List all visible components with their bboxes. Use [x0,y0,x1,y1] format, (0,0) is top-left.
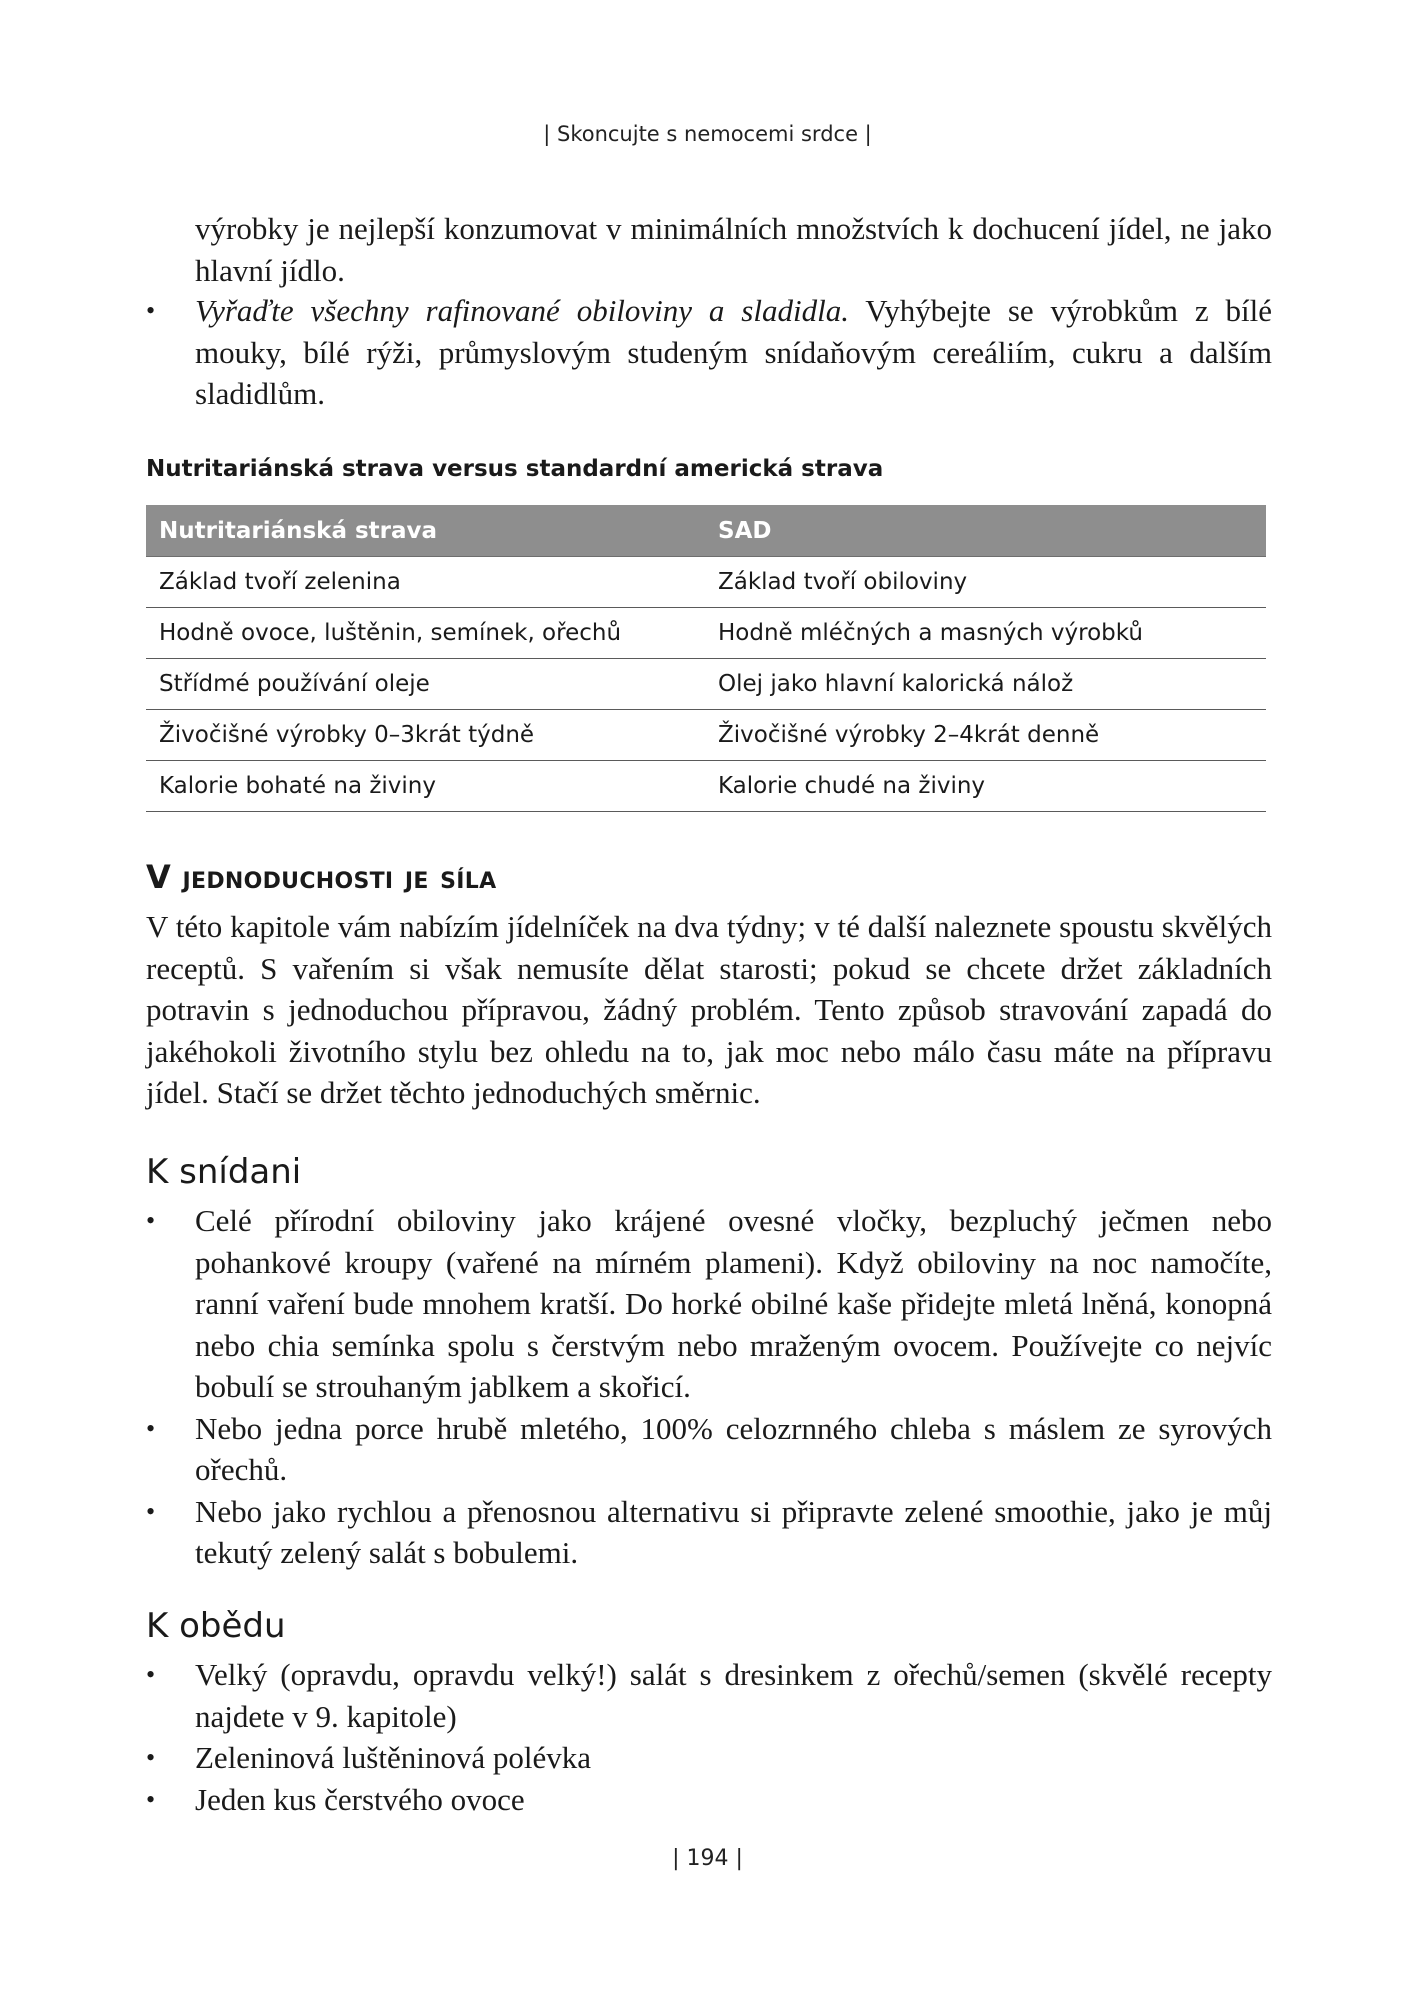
column-header: Nutritariánská strava [146,505,705,557]
list-item: • Celé přírodní obiloviny jako krájené ovesné vločky, bezpluchý ječmen nebo pohankové kroupy (vařené na mírném plameni). Když obiloviny na noc namočíte, ranní vaření bude mnohem kratší. Do horké obilné kaše přidejte mletá lněná, konopná nebo chia semínka spolu s čerstvým nebo mraženým ovocem. Používejte co nejvíc bobulí se strouhaným jablkem a skořicí. [146,1200,1272,1408]
continuation-paragraph: výrobky je nejlepší konzumovat v minimálních množstvích k dochucení jídel, ne jako hlavní jídlo. [195,211,1272,288]
lunch-heading: K obědu [146,1606,286,1646]
lunch-list [146,1654,1272,1820]
table-cell: Kalorie bohaté na živiny [146,761,705,812]
table-header-row [146,505,1266,557]
table-cell: Hodně mléčných a masných výrobků [705,608,1266,659]
comparison-table [146,505,1266,812]
list-item: • Nebo jedna porce hrubě mletého, 100% celozrnného chleba s máslem ze syrových ořechů. [146,1408,1272,1491]
table-row [146,608,1266,659]
table-row [146,761,1266,812]
breakfast-list [146,1200,1272,1574]
breakfast-heading: K snídani [146,1152,302,1192]
table-cell: Kalorie chudé na živiny [705,761,1266,812]
table-cell: Základ tvoří obiloviny [705,557,1266,608]
table-cell: Střídmé používání oleje [146,659,705,710]
table-cell: Základ tvoří zelenina [146,557,705,608]
page-number: | 194 | [672,1846,743,1871]
section-paragraph: V této kapitole vám nabízím jídelníček na dva týdny; v té další naleznete spoustu skvělých receptů. S vařením si však nemusíte dělat starosti; pokud se chcete držet základních potravin s jednoduchou přípravou, žádný problém. Tento způsob stravování zapadá do jakéhokoli životního stylu bez ohledu na to, jak moc nebo málo času máte na přípravu jídel. Stačí se držet těchto jednoduchých směrnic. [146,909,1272,1110]
table-row [146,710,1266,761]
list-item: • Jeden kus čerstvého ovoce [146,1779,1272,1821]
column-header: SAD [705,505,1266,557]
table-row [146,659,1266,710]
list-item: • Velký (opravdu, opravdu velký!) salát s dresinkem z ořechů/semen (skvělé recepty najdete v 9. kapitole) [146,1654,1272,1737]
emphasis-text: Vyřaďte všechny rafinované obiloviny a sladidla. [195,293,849,328]
table-title: Nutritariánská strava versus standardní americká strava [146,456,884,482]
table-cell: Živočišné výrobky 0–3krát týdně [146,710,705,761]
table-cell: Živočišné výrobky 2–4krát denně [705,710,1266,761]
table-cell: Olej jako hlavní kalorická nálož [705,659,1266,710]
table-cell: Hodně ovoce, luštěnin, semínek, ořechů [146,608,705,659]
list-item [146,290,1272,415]
list-item-text: Vyhýbejte se výrobkům z bílé mouky, bílé rýži, průmyslovým studeným snídaňovým cereáliím, cukru a dalším sladidlům. [195,293,1272,411]
running-head: | Skoncujte s nemocemi srdce | [543,122,872,146]
section-heading: V jednoduchosti je síla [146,858,497,896]
list-item: • Zeleninová luštěninová polévka [146,1737,1272,1779]
table-row [146,557,1266,608]
intro-bullet-list [146,290,1272,415]
list-item: • Nebo jako rychlou a přenosnou alternativu si připravte zelené smoothie, jako je můj tekutý zelený salát s bobulemi. [146,1491,1272,1574]
